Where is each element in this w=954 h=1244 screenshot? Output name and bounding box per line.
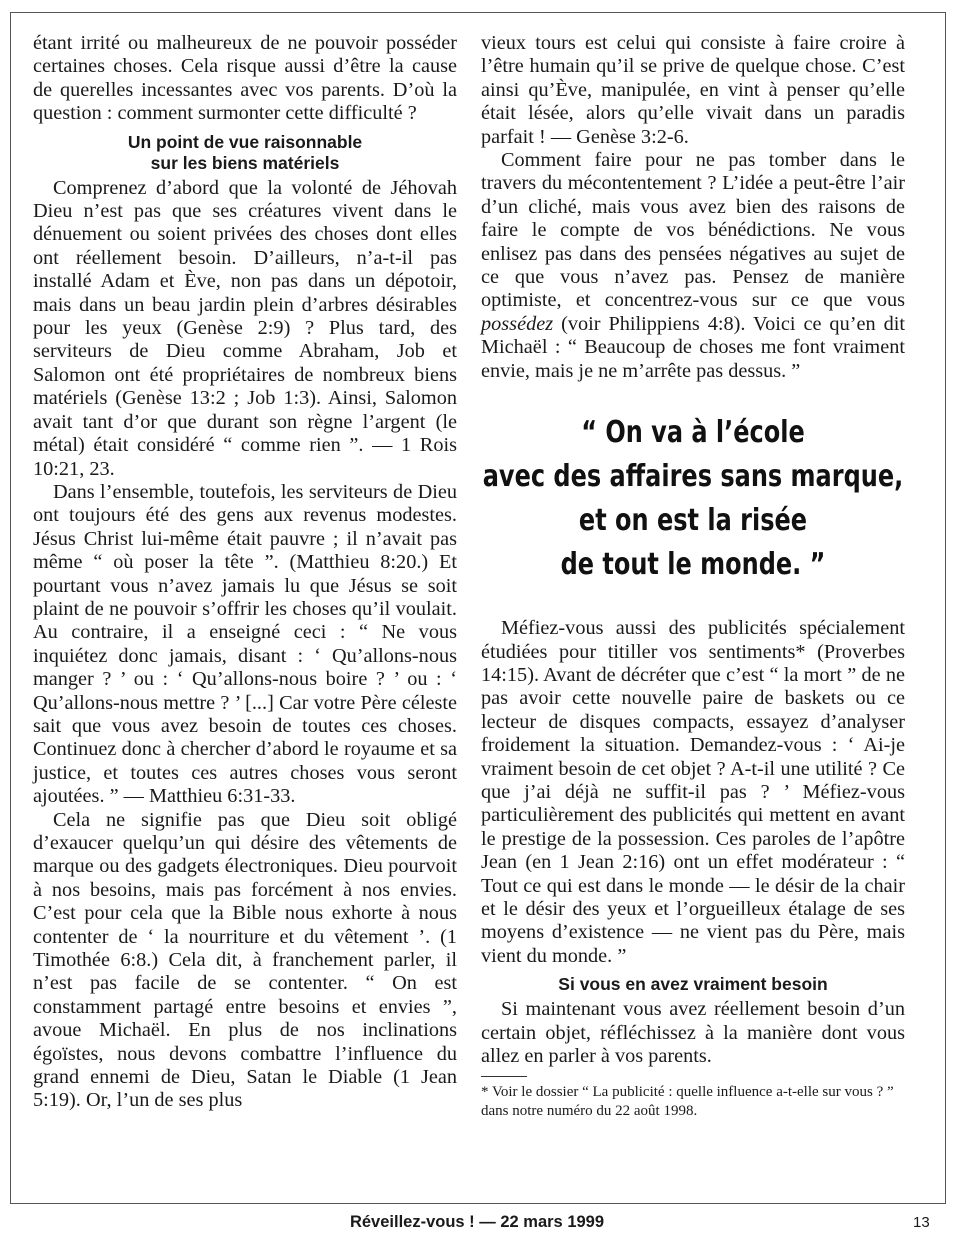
footnote-rule: [481, 1076, 527, 1077]
paragraph-continued: vieux tours est celui qui consiste à faire croire à l’être humain qu’il se prive de quelque chose. C’est ainsi qu’Ève, manipulée, en vint à penser qu’elle était lésée, alors qu’elle vivait dans un paradis parfait ! — Genèse 3:2-6.: [481, 32, 905, 148]
paragraph-1: Comprenez d’abord que la volonté de Jéhovah Dieu n’est pas que ses créatures vivent dans le dénuement ou soient privées des choses dont elles ont réellement besoin. D’ailleurs, n’a-t-il pas installé Adam et Ève, non pas dans un dépotoir, mais dans un beau jardin plein d’arbres désirables pour les yeux (Genèse 2:9) ? Plus tard, des serviteurs de Dieu comme Abraham, Job et Salomon ont été propriétaires de nombreux biens matériels (Genèse 13:2 ; Job 1:3). Ainsi, Salomon avait tant d’or que durant son règne l’argent (le métal) était considéré “ comme rien ”. — 1 Rois 10:21, 23.: [33, 176, 457, 480]
left-column: [33, 32, 457, 1113]
pull-quote-line-4: de tout le monde. ”: [560, 547, 826, 583]
pull-quote-line-1: “ On va à l’école: [581, 415, 805, 451]
pull-quote: [475, 411, 910, 587]
section-heading-2: Si vous en avez vraiment besoin: [558, 974, 828, 995]
paragraph-5: Méfiez-vous aussi des publicités spécialement étudiées pour titiller vos sentiments* (Proverbes 14:15). Avant de décréter que c’est “ la mort ” de ne pas avoir cette nouvelle paire de baskets ou ce lecteur de disques compacts, essayez d’analyser froidement la situation. Demandez-vous : ‘ Ai-je vraiment besoin de cet objet ? A-t-il une utilité ? Ce que j’ai déjà ne suffit-il pas ? ’ Méfiez-vous particulièrement des publicités qui mettent en avant le prestige de la possession. Ces paroles de l’apôtre Jean (en 1 Jean 2:16) ont un effet modérateur : “ Tout ce qui est dans le monde — le désir de la chair et le désir des yeux et l’orgueilleux étalage de ses moyens d’existence — ne vient pas du Père, mais vient du monde. ”: [481, 617, 905, 967]
paragraph-4-emphasis: possédez: [481, 312, 554, 335]
footnote: * Voir le dossier “ La publicité : quelle influence a-t-elle sur vous ? ” dans notre numéro du 22 août 1998.: [481, 1084, 894, 1120]
paragraph-intro: étant irrité ou malheureux de ne pouvoir posséder certaines choses. Cela risque aussi d’être la cause de querelles incessantes avec vos parents. D’où la question : comment surmonter cette difficulté ?: [33, 32, 457, 125]
section-heading-1-line1: Un point de vue raisonnable: [127, 131, 363, 152]
page-number: 13: [913, 1214, 930, 1231]
paragraph-2: Dans l’ensemble, toutefois, les serviteurs de Dieu ont toujours été des gens aux revenus modestes. Jésus Christ lui-même était pauvre ; il n’avait pas même “ où poser la tête ”. (Matthieu 8:20.) Et pourtant vous n’avez jamais lu que Jésus se soit plaint de ne pouvoir s’offrir les choses qu’il voulait. Au contraire, il a enseigné ceci : “ Ne vous inquiétez donc jamais, disant : ‘ Qu’allons-nous manger ? ’ ou : ‘ Qu’allons-nous boire ? ’ ou : ‘ Qu’allons-nous mettre ? ’ [...] Car votre Père céleste sait que vous avez besoin de toutes ces choses. Continuez donc à chercher d’abord le royaume et sa justice, et toutes ces autres choses vous seront ajoutées. ” — Matthieu 6:31-33.: [33, 480, 457, 808]
right-column: [481, 32, 905, 1121]
pull-quote-line-3: et on est la risée: [578, 503, 808, 539]
paragraph-3: Cela ne signifie pas que Dieu soit obligé d’exaucer quelqu’un qui désire des vêtements de marque ou des gadgets électroniques. Dieu pourvoit à nos besoins, mais pas forcément à nos envies. C’est pour cela que la Bible nous exhorte à nous contenter de ‘ la nourriture et du vêtement ’. (1 Timothée 6:8.) Cela dit, à franchement parler, il n’est pas facile de se contenter. “ On est constamment partagé entre besoins et envies ”, avoue Michaël. En plus de nos inclinations égoïstes, nous devons combattre l’influence du grand ennemi de Dieu, Satan le Diable (1 Jean 5:19). Or, l’un de ses plus: [33, 808, 457, 1112]
section-heading-1: [33, 132, 457, 174]
paragraph-4: [481, 149, 905, 383]
section-heading-1-line2: sur les biens matériels: [150, 152, 340, 173]
paragraph-6: Si maintenant vous avez réellement besoin d’un certain objet, réfléchissez à la manière dont vous allez en parler à vos parents.: [481, 998, 905, 1067]
footer-publication: Réveillez-vous ! — 22 mars 1999: [349, 1213, 605, 1231]
paragraph-4-part-b: (voir Philippiens 4:8). Voici ce qu’en dit Michaël : “ Beaucoup de choses me font vraiment envie, mais je ne m’arrête pas dessus. ”: [481, 312, 905, 382]
paragraph-4-part-a: Comment faire pour ne pas tomber dans le travers du mécontentement ? L’idée a peut-être l’air d’un cliché, mais vous avez bien des raisons de faire le compte de vos bénédictions. Ne vous enlisez pas dans des pensées négatives au sujet de ce que vous n’avez pas. Pensez de manière optimiste, et concentrez-vous sur ce que vous: [481, 149, 905, 312]
pull-quote-line-2: avec des affaires sans marque,: [482, 459, 904, 495]
